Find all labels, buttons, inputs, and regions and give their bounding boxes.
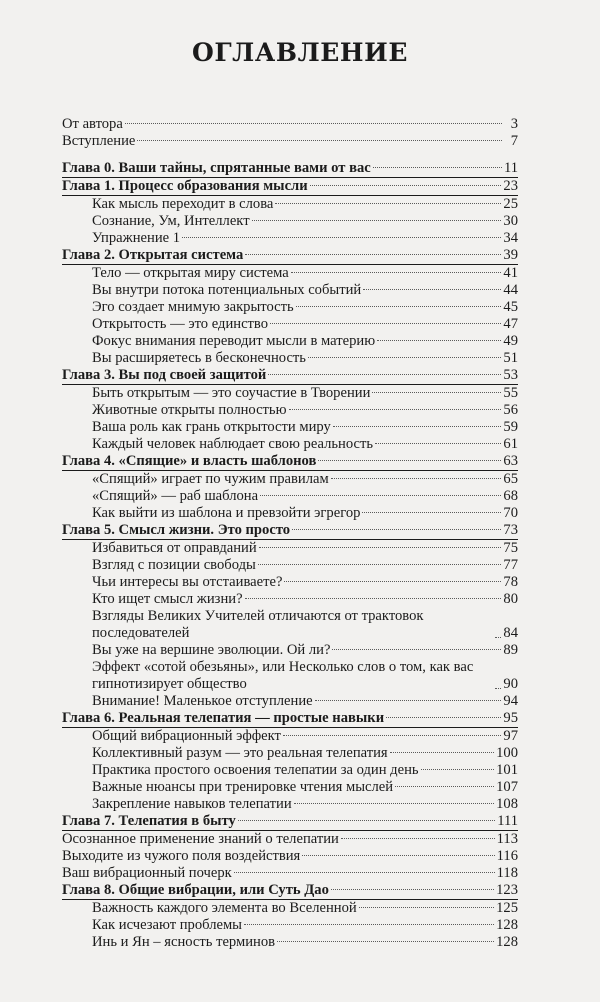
toc-entry bbox=[62, 540, 518, 557]
toc-entry bbox=[62, 865, 518, 882]
toc-leader-dots bbox=[244, 924, 494, 925]
toc-entry bbox=[62, 265, 518, 282]
toc-leader-dots bbox=[260, 495, 501, 496]
toc-leader-dots bbox=[308, 357, 501, 358]
toc-entry bbox=[62, 574, 518, 591]
toc-entry-title: «Спящий» играет по чужим правилам bbox=[92, 471, 329, 487]
toc-leader-dots bbox=[258, 564, 502, 565]
toc-entry bbox=[62, 282, 518, 299]
toc-entry-title: Важные нюансы при тренировке чтения мыслей bbox=[92, 779, 394, 795]
toc-entry bbox=[62, 934, 518, 951]
toc-leader-dots bbox=[421, 769, 495, 770]
toc-entry-page: 111 bbox=[497, 813, 518, 829]
toc-entry-page: 34 bbox=[503, 230, 518, 246]
toc-entry-title: Быть открытым — это соучастие в Творении bbox=[92, 385, 371, 401]
toc-entry-page: 59 bbox=[503, 419, 518, 435]
toc-entry-page: 100 bbox=[496, 745, 518, 761]
toc-entry-title: Общий вибрационный эффект bbox=[92, 728, 281, 744]
toc-entry bbox=[62, 299, 518, 316]
toc-entry-page: 90 bbox=[503, 676, 518, 692]
toc-leader-dots bbox=[495, 688, 501, 689]
toc-entry-page: 75 bbox=[503, 540, 518, 556]
toc-entry-page: 125 bbox=[496, 900, 518, 916]
toc-entry-page: 70 bbox=[503, 505, 518, 521]
toc-entry bbox=[62, 350, 518, 367]
toc-leader-dots bbox=[270, 323, 501, 324]
toc-entry-title: Взгляды Великих Учителей отличаются от трактовок последователей bbox=[92, 608, 424, 641]
toc-entry bbox=[62, 557, 518, 574]
toc-entry bbox=[62, 247, 518, 265]
toc-entry-title: Глава 7. Телепатия в быту bbox=[62, 813, 236, 829]
toc-entry-title: Внимание! Маленькое отступление bbox=[92, 693, 313, 709]
toc-entry-page: 68 bbox=[503, 488, 518, 504]
toc-leader-dots bbox=[363, 289, 501, 290]
toc-entry-title: «Спящий» — раб шаблона bbox=[92, 488, 259, 504]
toc-entry-page: 25 bbox=[503, 196, 518, 212]
toc-entry-page: 51 bbox=[503, 350, 518, 366]
toc-entry bbox=[62, 230, 518, 247]
toc-entry-title: Эго создает мнимую закрытость bbox=[92, 299, 294, 315]
toc-entry bbox=[62, 745, 518, 762]
toc-entry-title: Каждый человек наблюдает свою реальность bbox=[92, 436, 374, 452]
toc-entry-title: Эффект «сотой обезьяны», или Несколько слов о том, как вас гипнотизирует общество bbox=[92, 659, 474, 692]
toc-entry-title: Упражнение 1 bbox=[92, 230, 181, 246]
toc-leader-dots bbox=[283, 735, 501, 736]
toc-entry-title: Избавиться от оправданий bbox=[92, 540, 257, 556]
toc-entry-page: 47 bbox=[503, 316, 518, 332]
toc-entry-title: Сознание, Ум, Интеллект bbox=[92, 213, 250, 229]
toc-leader-dots bbox=[362, 512, 501, 513]
toc-entry-title: Глава 5. Смысл жизни. Это просто bbox=[62, 522, 291, 538]
toc-leader-dots bbox=[390, 752, 494, 753]
toc-entry bbox=[62, 402, 518, 419]
toc-entry bbox=[62, 133, 518, 150]
toc-entry-title: Коллективный разум — это реальная телепатия bbox=[92, 745, 388, 761]
toc-entry-page: 3 bbox=[510, 116, 518, 132]
toc-leader-dots bbox=[302, 855, 494, 856]
toc-entry-title: Инь и Ян – ясность терминов bbox=[92, 934, 276, 950]
toc-leader-dots bbox=[495, 637, 501, 638]
toc-entry bbox=[62, 762, 518, 779]
toc-leader-dots bbox=[259, 547, 502, 548]
toc-leader-dots bbox=[284, 581, 501, 582]
toc-entry bbox=[62, 813, 518, 831]
toc-entry-page: 11 bbox=[503, 160, 518, 176]
toc-leader-dots bbox=[296, 306, 502, 307]
toc-leader-dots bbox=[375, 443, 501, 444]
toc-entry-title: Фокус внимания переводит мысли в материю bbox=[92, 333, 376, 349]
toc-entry-page: 113 bbox=[496, 831, 518, 847]
toc-entry-page: 49 bbox=[503, 333, 518, 349]
toc-entry bbox=[62, 591, 518, 608]
toc-leader-dots bbox=[268, 374, 501, 375]
toc-entry bbox=[62, 213, 518, 230]
toc-entry bbox=[62, 333, 518, 350]
page-title: ОГЛАВЛЕНИЕ bbox=[191, 38, 409, 67]
toc-entry-title: Глава 1. Процесс образования мысли bbox=[62, 178, 308, 194]
toc-entry-page: 44 bbox=[503, 282, 518, 298]
toc-entry-page: 73 bbox=[503, 522, 518, 538]
toc-entry-title: Глава 6. Реальная телепатия — простые навыки bbox=[62, 710, 385, 726]
toc-leader-dots bbox=[310, 185, 502, 186]
toc-entry-title: Взгляд с позиции свободы bbox=[92, 557, 256, 573]
toc-entry-title: Открытость — это единство bbox=[92, 316, 269, 332]
toc-entry-page: 55 bbox=[503, 385, 518, 401]
toc-entry-page: 89 bbox=[503, 642, 518, 658]
toc-leader-dots bbox=[245, 598, 502, 599]
toc-entry-page: 107 bbox=[496, 779, 518, 795]
toc-entry-title: Вы уже на вершине эволюции. Ой ли? bbox=[92, 642, 331, 658]
toc-entry-page: 45 bbox=[503, 299, 518, 315]
toc-entry bbox=[62, 178, 518, 196]
toc-leader-dots bbox=[372, 392, 501, 393]
toc-leader-dots bbox=[331, 478, 502, 479]
toc-entry-title: Глава 3. Вы под своей защитой bbox=[62, 367, 267, 383]
toc-entry-page: 61 bbox=[503, 436, 518, 452]
toc-entry-title: Закрепление навыков телепатии bbox=[92, 796, 292, 812]
toc-entry bbox=[62, 848, 518, 865]
toc-entry bbox=[62, 659, 518, 693]
toc-entry bbox=[62, 796, 518, 813]
toc-leader-dots bbox=[245, 254, 501, 255]
toc-entry-page: 41 bbox=[503, 265, 518, 281]
toc-entry bbox=[62, 367, 518, 385]
toc-entry-page: 53 bbox=[503, 367, 518, 383]
toc-entry-page: 95 bbox=[503, 710, 518, 726]
toc-entry-page: 23 bbox=[503, 178, 518, 194]
toc-entry-title: Животные открыты полностью bbox=[92, 402, 287, 418]
toc-leader-dots bbox=[289, 409, 502, 410]
toc-entry bbox=[62, 453, 518, 471]
toc-entry-title: От автора bbox=[62, 116, 123, 132]
toc-entry-page: 7 bbox=[510, 133, 518, 149]
toc-entry-page: 80 bbox=[503, 591, 518, 607]
toc-entry-page: 108 bbox=[496, 796, 518, 812]
toc-leader-dots bbox=[238, 820, 495, 821]
toc-leader-dots bbox=[277, 941, 494, 942]
toc-leader-dots bbox=[373, 167, 502, 168]
toc-leader-dots bbox=[386, 717, 501, 718]
toc-entry-page: 65 bbox=[503, 471, 518, 487]
toc-entry-title: Глава 8. Общие вибрации, или Суть Дао bbox=[62, 882, 329, 898]
toc-entry-title: Кто ищет смысл жизни? bbox=[92, 591, 243, 607]
toc-entry bbox=[62, 642, 518, 659]
table-of-contents bbox=[62, 116, 518, 951]
toc-entry-title: Как исчезают проблемы bbox=[92, 917, 242, 933]
toc-entry-page: 128 bbox=[496, 934, 518, 950]
toc-entry bbox=[62, 693, 518, 710]
toc-entry bbox=[62, 882, 518, 900]
toc-entry-page: 84 bbox=[503, 625, 518, 641]
toc-leader-dots bbox=[137, 140, 502, 141]
toc-entry-title: Тело — открытая миру система bbox=[92, 265, 289, 281]
toc-entry bbox=[62, 488, 518, 505]
toc-entry bbox=[62, 710, 518, 728]
toc-entry-title: Как выйти из шаблона и превзойти эгрегор bbox=[92, 505, 361, 521]
toc-entry bbox=[62, 900, 518, 917]
toc-entry-title: Как мысль переходит в слова bbox=[92, 196, 274, 212]
toc-entry-page: 101 bbox=[496, 762, 518, 778]
toc-leader-dots bbox=[395, 786, 494, 787]
toc-entry-page: 123 bbox=[496, 882, 518, 898]
toc-entry-title: Ваша роль как грань открытости миру bbox=[92, 419, 331, 435]
toc-entry-title: Чьи интересы вы отстаиваете? bbox=[92, 574, 283, 590]
toc-entry-page: 39 bbox=[503, 247, 518, 263]
toc-entry-title: Вы расширяетесь в бесконечность bbox=[92, 350, 306, 366]
toc-entry bbox=[62, 471, 518, 488]
toc-entry bbox=[62, 436, 518, 453]
toc-entry bbox=[62, 522, 518, 540]
toc-leader-dots bbox=[182, 237, 501, 238]
toc-leader-dots bbox=[292, 529, 501, 530]
toc-entry-page: 30 bbox=[503, 213, 518, 229]
toc-leader-dots bbox=[294, 803, 494, 804]
toc-entry-title: Практика простого освоения телепатии за один день bbox=[92, 762, 419, 778]
toc-leader-dots bbox=[332, 649, 501, 650]
toc-leader-dots bbox=[331, 889, 494, 890]
toc-leader-dots bbox=[234, 872, 495, 873]
toc-entry bbox=[62, 196, 518, 213]
toc-entry-title: Глава 2. Открытая система bbox=[62, 247, 244, 263]
toc-entry bbox=[62, 608, 518, 642]
toc-leader-dots bbox=[377, 340, 501, 341]
toc-leader-dots bbox=[315, 700, 502, 701]
toc-entry bbox=[62, 419, 518, 436]
toc-entry-page: 63 bbox=[503, 453, 518, 469]
toc-entry-page: 78 bbox=[503, 574, 518, 590]
toc-entry-page: 56 bbox=[503, 402, 518, 418]
toc-leader-dots bbox=[333, 426, 502, 427]
toc-entry-page: 97 bbox=[503, 728, 518, 744]
toc-entry-page: 118 bbox=[496, 865, 518, 881]
toc-leader-dots bbox=[318, 460, 501, 461]
toc-entry bbox=[62, 728, 518, 745]
toc-entry-page: 94 bbox=[503, 693, 518, 709]
toc-entry-page: 116 bbox=[496, 848, 518, 864]
toc-leader-dots bbox=[252, 220, 502, 221]
toc-entry bbox=[62, 385, 518, 402]
toc-entry-title: Важность каждого элемента во Вселенной bbox=[92, 900, 357, 916]
toc-entry bbox=[62, 831, 518, 848]
toc-entry bbox=[62, 316, 518, 333]
toc-leader-dots bbox=[125, 123, 502, 124]
toc-entry bbox=[62, 779, 518, 796]
toc-entry bbox=[62, 917, 518, 934]
toc-entry-title: Вы внутри потока потенциальных событий bbox=[92, 282, 362, 298]
toc-leader-dots bbox=[291, 272, 502, 273]
toc-entry-page: 77 bbox=[503, 557, 518, 573]
toc-leader-dots bbox=[275, 203, 501, 204]
toc-leader-dots bbox=[341, 838, 495, 839]
toc-entry-title: Ваш вибрационный почерк bbox=[62, 865, 232, 881]
toc-entry-title: Выходите из чужого поля воздействия bbox=[62, 848, 301, 864]
toc-entry-page: 128 bbox=[496, 917, 518, 933]
toc-entry bbox=[62, 505, 518, 522]
toc-entry bbox=[62, 116, 518, 133]
toc-entry-title: Глава 0. Ваши тайны, спрятанные вами от вас bbox=[62, 160, 371, 176]
toc-entry bbox=[62, 160, 518, 178]
toc-entry-title: Осознанное применение знаний о телепатии bbox=[62, 831, 339, 847]
toc-entry-title: Вступление bbox=[62, 133, 136, 149]
toc-entry-title: Глава 4. «Спящие» и власть шаблонов bbox=[62, 453, 317, 469]
toc-leader-dots bbox=[359, 907, 494, 908]
